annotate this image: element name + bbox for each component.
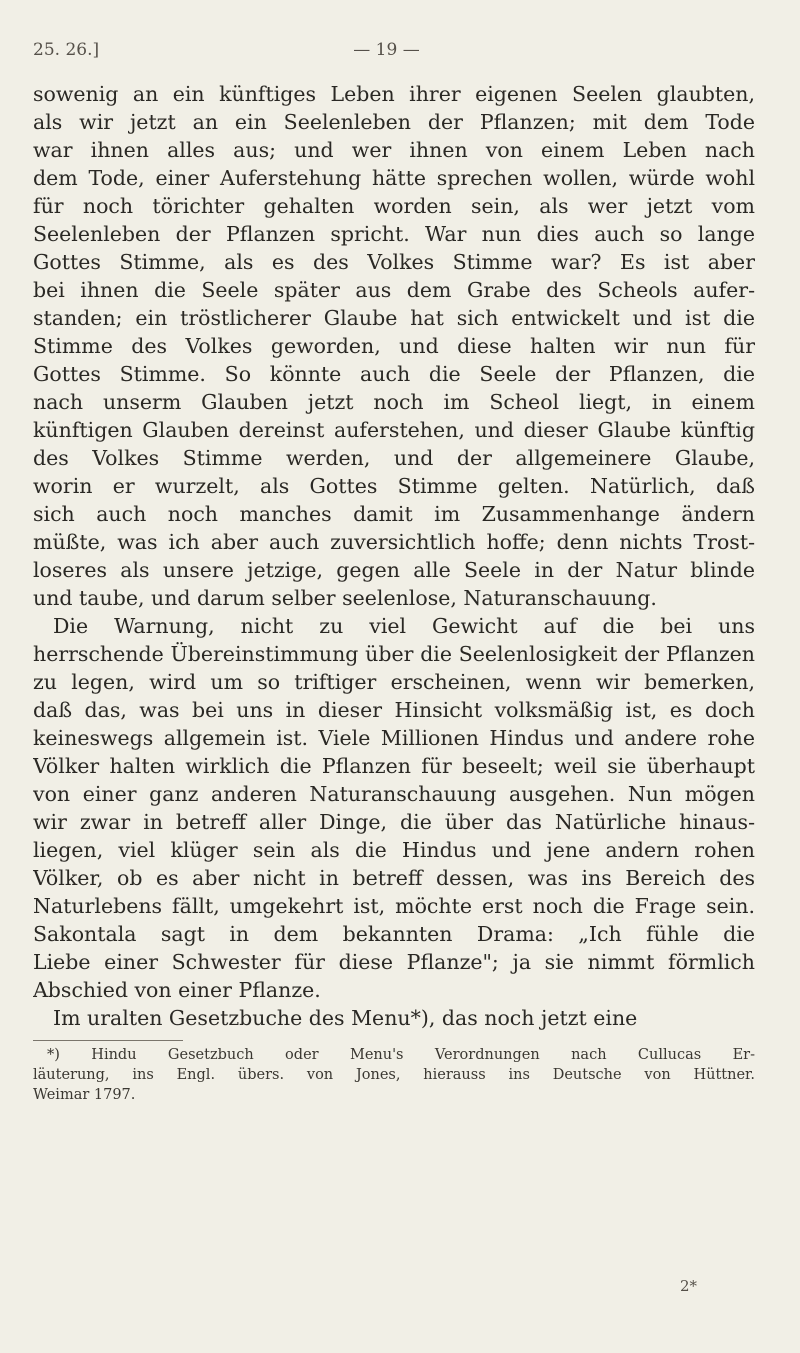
text-line: als wir jetzt an ein Seelenleben der Pflanzen; mit dem Tode [33, 110, 755, 134]
text-line: dem Tode, einer Auferstehung hätte sprechen wollen, würde wohl [33, 166, 755, 190]
text-line: Völker halten wirklich die Pflanzen für beseelt; weil sie überhaupt [33, 754, 755, 778]
text-line: zu legen, wird um so triftiger erscheinen, wenn wir bemerken, [33, 670, 755, 694]
text-line: Sakontala sagt in dem bekannten Drama: „Ich fühle die [33, 922, 755, 946]
text-line: Seelenleben der Pflanzen spricht. War nun dies auch so lange [33, 222, 755, 246]
text-line: Gottes Stimme. So könnte auch die Seele der Pflanzen, die [33, 362, 755, 386]
text-line: keineswegs allgemein ist. Viele Millionen Hindus und andere rohe [33, 726, 755, 750]
text-line: Stimme des Volkes geworden, und diese halten wir nun für [33, 334, 755, 358]
text-line: herrschende Übereinstimmung über die Seelenlosigkeit der Pflanzen [33, 642, 755, 666]
text-line: und taube, und darum selber seelenlose, Naturanschauung. [33, 586, 657, 610]
text-line: war ihnen alles aus; und wer ihnen von einem Leben nach [33, 138, 755, 162]
footnote-line: *) Hindu Gesetzbuch oder Menu's Verordnungen nach Cullucas Er- [47, 1047, 755, 1063]
footnote-line: läuterung, ins Engl. übers. von Jones, hierauss ins Deutsche von Hüttner. [33, 1067, 755, 1083]
text-line: des Volkes Stimme werden, und der allgemeinere Glaube, [33, 446, 755, 470]
text-line: liegen, viel klüger sein als die Hindus und jene andern rohen [33, 838, 755, 862]
text-line: Im uralten Gesetzbuche des Menu*), das noch jetzt eine [53, 1006, 638, 1030]
footnote-rule [33, 1040, 183, 1041]
text-line: bei ihnen die Seele später aus dem Grabe des Scheols aufer- [33, 278, 755, 302]
page-body [33, 80, 755, 1105]
main-text [33, 80, 755, 1032]
text-line: müßte, was ich aber auch zuversichtlich hoffe; denn nichts Trost- [33, 530, 755, 554]
text-line: künftigen Glauben dereinst auferstehen, und dieser Glaube künftig [33, 418, 755, 442]
text-line: Naturlebens fällt, umgekehrt ist, möchte erst noch die Frage sein. [33, 894, 755, 918]
text-line: Abschied von einer Pflanze. [33, 978, 321, 1002]
text-line: Gottes Stimme, als es des Volkes Stimme war? Es ist aber [33, 250, 755, 274]
page-number: — 19 — [353, 40, 420, 60]
signature-mark: 2* [680, 1277, 698, 1295]
text-line: nach unserm Glauben jetzt noch im Scheol liegt, in einem [33, 390, 755, 414]
text-line: Liebe einer Schwester für diese Pflanze"; ja sie nimmt förmlich [33, 950, 755, 974]
text-line: sich auch noch manches damit im Zusammenhange ändern [33, 502, 755, 526]
text-line: sowenig an ein künftiges Leben ihrer eigenen Seelen glaubten, [33, 82, 755, 106]
text-line: von einer ganz anderen Naturanschauung ausgehen. Nun mögen [33, 782, 755, 806]
footnote [33, 1045, 755, 1105]
text-line: loseres als unsere jetzige, gegen alle Seele in der Natur blinde [33, 558, 755, 582]
text-line: wir zwar in betreff aller Dinge, die über das Natürliche hinaus- [33, 810, 755, 834]
text-line: Die Warnung, nicht zu viel Gewicht auf die bei uns [53, 614, 755, 638]
text-line: worin er wurzelt, als Gottes Stimme gelten. Natürlich, daß [33, 474, 755, 498]
text-line: für noch törichter gehalten worden sein, als wer jetzt vom [33, 194, 755, 218]
text-line: Völker, ob es aber nicht in betreff dessen, was ins Bereich des [33, 866, 755, 890]
section-marker: 25. 26.] [33, 40, 100, 60]
running-header [33, 40, 740, 70]
text-line: daß das, was bei uns in dieser Hinsicht volksmäßig ist, es doch [33, 698, 755, 722]
text-line: standen; ein tröstlicherer Glaube hat sich entwickelt und ist die [33, 306, 755, 330]
footnote-line: Weimar 1797. [33, 1087, 136, 1103]
